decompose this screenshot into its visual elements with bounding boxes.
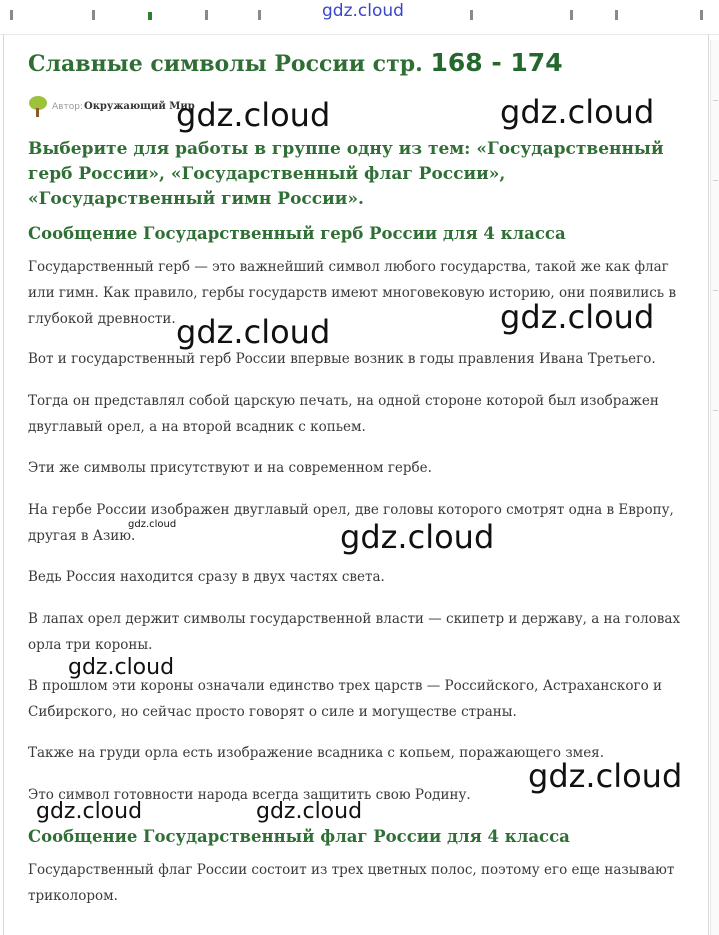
paragraph xyxy=(28,564,688,590)
paragraph xyxy=(28,346,688,372)
task-heading: Выберите для работы в группе одну из тем: «Государственный герб России», «Государственный флаг России», «Государственный гимн России». xyxy=(28,139,664,209)
watermark: gdz.cloud xyxy=(36,799,143,824)
paragraph-line: Государственный флаг России состоит из трех цветных полос, поэтому его еще называют xyxy=(28,862,675,878)
toolbar-mark xyxy=(615,10,618,20)
toolbar-mark xyxy=(258,10,261,20)
toolbar-mark xyxy=(92,10,95,20)
paragraph xyxy=(28,455,688,481)
paragraph-line: Также на груди орла есть изображение всадника с копьем, поражающего змея. xyxy=(28,745,604,761)
watermark: gdz.cloud xyxy=(176,313,331,351)
paragraph-line: Государственный герб — это важнейший символ любого государства, такой же как флаг xyxy=(28,259,669,275)
paragraph-line: орла три короны. xyxy=(28,637,153,653)
watermark: gdz.cloud xyxy=(176,96,331,134)
paragraph-line: или гимн. Как правило, гербы государств имеют многовековую историю, они появились в xyxy=(28,285,677,301)
watermark: gdz.cloud xyxy=(340,518,495,556)
author-name[interactable]: Окружающий Мир xyxy=(84,101,195,112)
page-title xyxy=(28,48,563,77)
toolbar-mark xyxy=(470,10,473,20)
paragraph-line: глубокой древности. xyxy=(28,311,176,327)
paragraph xyxy=(28,673,688,725)
page-title-text: Славные символы России стр. xyxy=(28,51,423,77)
page-range: 168 - 174 xyxy=(430,48,563,77)
paragraph-line: Ведь Россия находится сразу в двух частях света. xyxy=(28,569,385,585)
toolbar-mark xyxy=(570,10,573,20)
section-heading-flag: Сообщение Государственный флаг России для 4 класса xyxy=(28,827,570,846)
paragraph-line: двуглавый орел, а на второй всадник с копьем. xyxy=(28,419,366,435)
toolbar-mark-green xyxy=(148,12,152,20)
watermark: gdz.cloud xyxy=(500,93,655,131)
watermark-top: gdz.cloud xyxy=(322,1,404,21)
paragraph-line: Тогда он представлял собой царскую печать, на одной стороне которой был изображен xyxy=(28,393,659,409)
paragraph-line: Сибирского, но сейчас просто говорят о силе и могуществе страны. xyxy=(28,704,517,720)
section-heading-coat-of-arms: Сообщение Государственный герб России для 4 класса xyxy=(28,224,566,243)
paragraph-line: В прошлом эти короны означали единство трех царств — Российского, Астраханского и xyxy=(28,678,662,694)
paragraph-line: Вот и государственный герб России впервые возник в годы правления Ивана Третьего. xyxy=(28,351,656,367)
right-sidebar-edge xyxy=(710,40,719,935)
tree-icon xyxy=(28,96,48,118)
watermark: gdz.cloud xyxy=(128,519,177,530)
watermark: gdz.cloud xyxy=(256,799,363,824)
watermark: gdz.cloud xyxy=(68,655,175,680)
paragraph xyxy=(28,857,688,909)
paragraph-line: триколором. xyxy=(28,888,118,904)
paragraph xyxy=(28,606,688,658)
paragraph-line: Эти же символы присутствуют и на современном гербе. xyxy=(28,460,432,476)
toolbar-mark xyxy=(10,10,13,20)
watermark: gdz.cloud xyxy=(528,757,683,795)
paragraph-line: На гербе России изображен двуглавый орел, две головы которого смотрят одна в Европу, xyxy=(28,502,674,518)
paragraph xyxy=(28,388,688,440)
toolbar-mark xyxy=(205,10,208,20)
paragraph-line: В лапах орел держит символы государственной власти — скипетр и державу, а на головах xyxy=(28,611,681,627)
paragraph-line: другая в Азию. xyxy=(28,528,136,544)
paragraph-line: Это символ готовности народа всегда защитить свою Родину. xyxy=(28,787,471,803)
author-prefix: Автор: xyxy=(52,102,83,112)
toolbar-mark xyxy=(700,10,703,20)
watermark: gdz.cloud xyxy=(500,298,655,336)
